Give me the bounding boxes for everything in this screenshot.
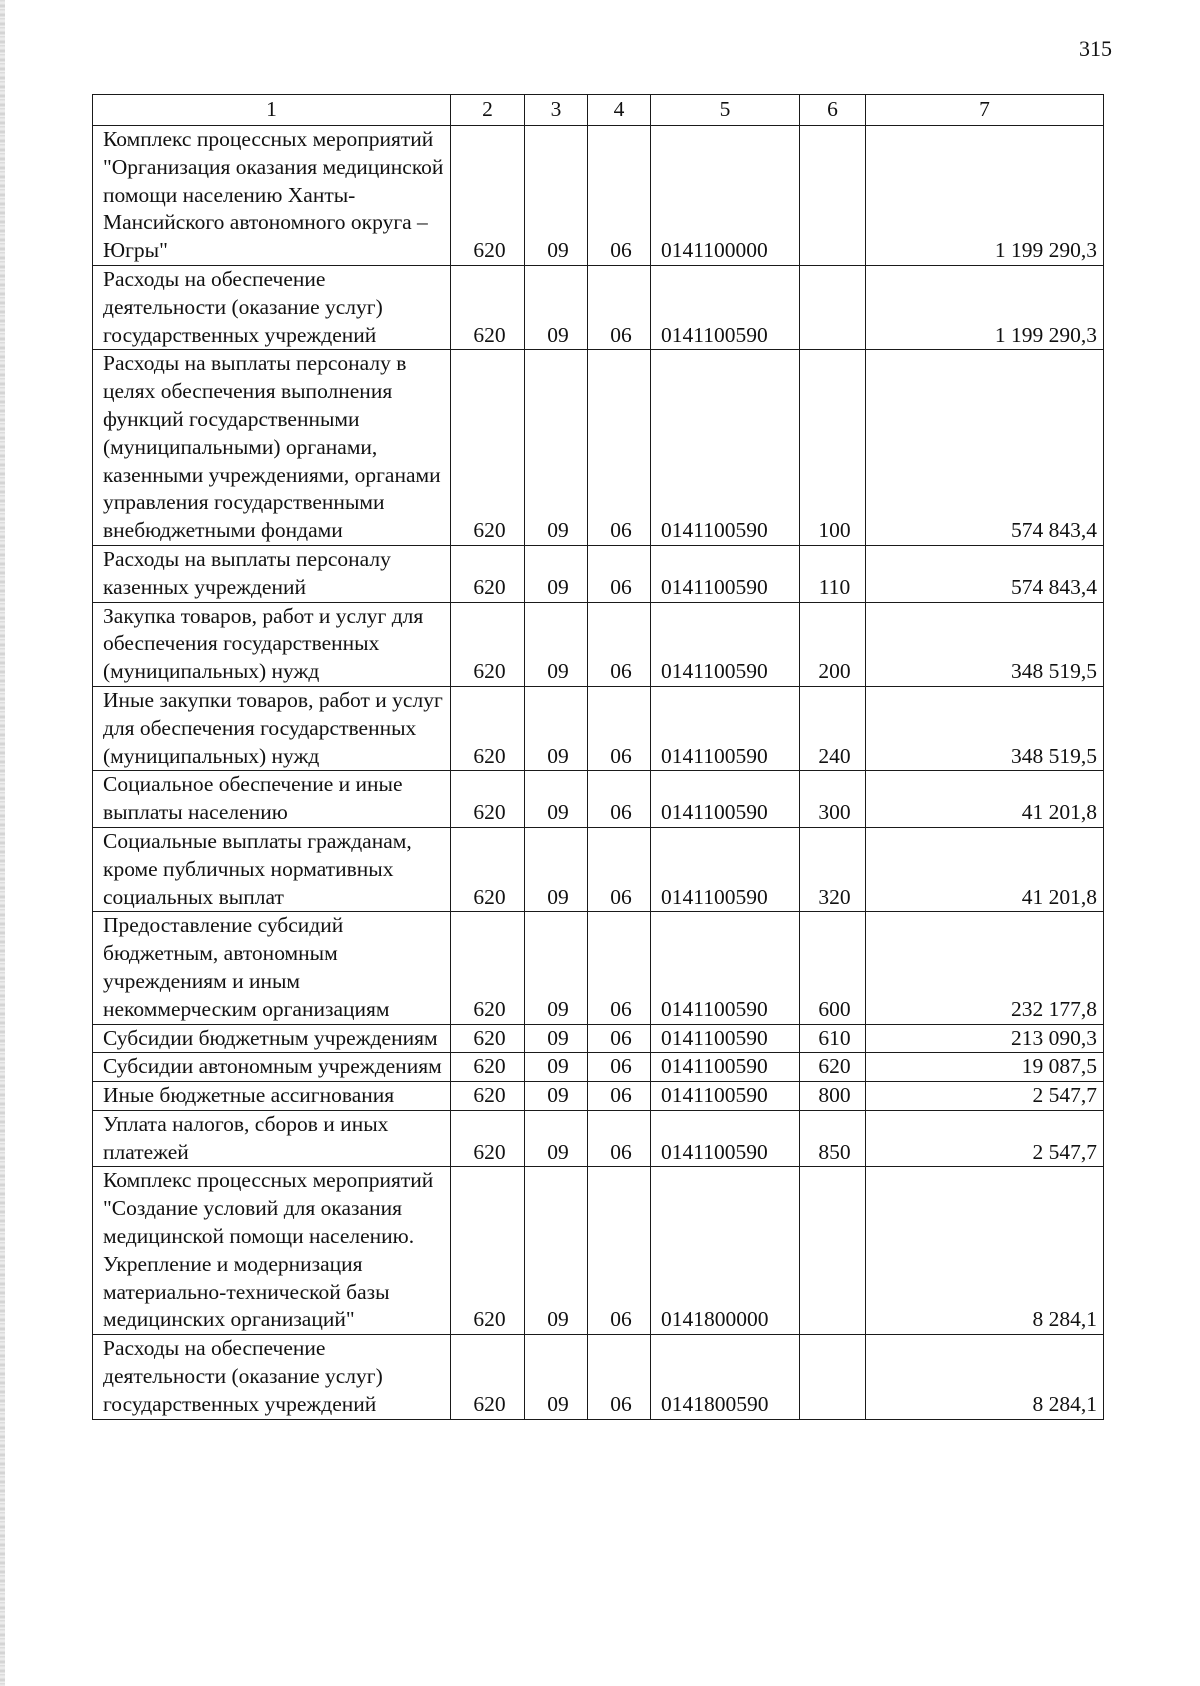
expense-name-cell: Комплекс процессных мероприятий "Создание условий для оказания медицинской помощи населению. Укрепление и модернизация материально-технической базы медицинских организаций" — [93, 1167, 451, 1335]
table-row — [93, 1335, 1104, 1419]
subsection-code-cell: 06 — [588, 350, 651, 546]
ministry-code-cell: 620 — [451, 126, 525, 266]
section-code-cell: 09 — [525, 771, 588, 828]
expense-name-cell: Закупка товаров, работ и услуг для обеспечения государственных (муниципальных) нужд — [93, 602, 451, 686]
expense-name-cell: Уплата налогов, сборов и иных платежей — [93, 1110, 451, 1167]
expense-type-cell — [800, 1335, 866, 1419]
amount-cell: 41 201,8 — [866, 827, 1104, 911]
ministry-code-cell: 620 — [451, 545, 525, 602]
amount-cell: 574 843,4 — [866, 350, 1104, 546]
page-number: 315 — [1079, 36, 1112, 61]
expense-type-cell: 800 — [800, 1082, 866, 1111]
section-code-cell: 09 — [525, 350, 588, 546]
subsection-code-cell: 06 — [588, 771, 651, 828]
table-row — [93, 1110, 1104, 1167]
section-code-cell: 09 — [525, 1024, 588, 1053]
amount-cell: 1 199 290,3 — [866, 126, 1104, 266]
expense-name-cell: Иные бюджетные ассигнования — [93, 1082, 451, 1111]
column-header-3: 3 — [525, 95, 588, 126]
section-code-cell: 09 — [525, 686, 588, 770]
expense-type-cell — [800, 265, 866, 349]
column-header-1: 1 — [93, 95, 451, 126]
subsection-code-cell: 06 — [588, 1167, 651, 1335]
expense-type-cell: 200 — [800, 602, 866, 686]
expense-name-cell: Расходы на выплаты персоналу казенных учреждений — [93, 545, 451, 602]
column-header-5: 5 — [651, 95, 800, 126]
table-row — [93, 771, 1104, 828]
expense-name-cell: Социальное обеспечение и иные выплаты населению — [93, 771, 451, 828]
budget-table — [92, 94, 1104, 1420]
subsection-code-cell: 06 — [588, 126, 651, 266]
ministry-code-cell: 620 — [451, 1110, 525, 1167]
section-code-cell: 09 — [525, 1082, 588, 1111]
subsection-code-cell: 06 — [588, 265, 651, 349]
section-code-cell: 09 — [525, 1335, 588, 1419]
ministry-code-cell: 620 — [451, 827, 525, 911]
amount-cell: 2 547,7 — [866, 1082, 1104, 1111]
target-article-cell: 0141800590 — [651, 1335, 800, 1419]
table-row — [93, 1167, 1104, 1335]
ministry-code-cell: 620 — [451, 1335, 525, 1419]
amount-cell: 232 177,8 — [866, 912, 1104, 1024]
table-row — [93, 1053, 1104, 1082]
table-row — [93, 1024, 1104, 1053]
expense-name-cell: Предоставление субсидий бюджетным, автономным учреждениям и иным некоммерческим организациям — [93, 912, 451, 1024]
section-code-cell: 09 — [525, 912, 588, 1024]
column-header-6: 6 — [800, 95, 866, 126]
target-article-cell: 0141100590 — [651, 771, 800, 828]
ministry-code-cell: 620 — [451, 602, 525, 686]
table-row — [93, 602, 1104, 686]
expense-name-cell: Расходы на обеспечение деятельности (оказание услуг) государственных учреждений — [93, 1335, 451, 1419]
ministry-code-cell: 620 — [451, 1167, 525, 1335]
subsection-code-cell: 06 — [588, 1053, 651, 1082]
subsection-code-cell: 06 — [588, 1335, 651, 1419]
target-article-cell: 0141100590 — [651, 1053, 800, 1082]
ministry-code-cell: 620 — [451, 1024, 525, 1053]
ministry-code-cell: 620 — [451, 771, 525, 828]
ministry-code-cell: 620 — [451, 912, 525, 1024]
target-article-cell: 0141100590 — [651, 827, 800, 911]
table-body — [93, 126, 1104, 1420]
section-code-cell: 09 — [525, 265, 588, 349]
amount-cell: 1 199 290,3 — [866, 265, 1104, 349]
target-article-cell: 0141100590 — [651, 545, 800, 602]
amount-cell: 8 284,1 — [866, 1335, 1104, 1419]
table-row — [93, 350, 1104, 546]
expense-type-cell — [800, 126, 866, 266]
amount-cell: 2 547,7 — [866, 1110, 1104, 1167]
expense-type-cell: 110 — [800, 545, 866, 602]
ministry-code-cell: 620 — [451, 350, 525, 546]
target-article-cell: 0141100000 — [651, 126, 800, 266]
table-row — [93, 912, 1104, 1024]
expense-type-cell: 320 — [800, 827, 866, 911]
table-row — [93, 686, 1104, 770]
amount-cell: 8 284,1 — [866, 1167, 1104, 1335]
scan-edge — [0, 0, 5, 1686]
target-article-cell: 0141800000 — [651, 1167, 800, 1335]
target-article-cell: 0141100590 — [651, 350, 800, 546]
target-article-cell: 0141100590 — [651, 912, 800, 1024]
section-code-cell: 09 — [525, 827, 588, 911]
column-header-2: 2 — [451, 95, 525, 126]
section-code-cell: 09 — [525, 1053, 588, 1082]
table-row — [93, 1082, 1104, 1111]
expense-name-cell: Комплекс процессных мероприятий "Организация оказания медицинской помощи населению Ханты-Мансийского автономного округа – Югры" — [93, 126, 451, 266]
expense-name-cell: Социальные выплаты гражданам, кроме публичных нормативных социальных выплат — [93, 827, 451, 911]
ministry-code-cell: 620 — [451, 265, 525, 349]
table-row — [93, 827, 1104, 911]
ministry-code-cell: 620 — [451, 1053, 525, 1082]
expense-type-cell — [800, 1167, 866, 1335]
expense-name-cell: Иные закупки товаров, работ и услуг для обеспечения государственных (муниципальных) нужд — [93, 686, 451, 770]
expense-type-cell: 620 — [800, 1053, 866, 1082]
expense-name-cell: Расходы на выплаты персоналу в целях обеспечения выполнения функций государственными (муниципальными) органами, казенными учреждениями, органами управления государственными внебюджетными фондами — [93, 350, 451, 546]
section-code-cell: 09 — [525, 1110, 588, 1167]
expense-type-cell: 610 — [800, 1024, 866, 1053]
target-article-cell: 0141100590 — [651, 1082, 800, 1111]
amount-cell: 213 090,3 — [866, 1024, 1104, 1053]
ministry-code-cell: 620 — [451, 1082, 525, 1111]
target-article-cell: 0141100590 — [651, 265, 800, 349]
table-row — [93, 265, 1104, 349]
expense-type-cell: 100 — [800, 350, 866, 546]
amount-cell: 348 519,5 — [866, 686, 1104, 770]
subsection-code-cell: 06 — [588, 602, 651, 686]
amount-cell: 348 519,5 — [866, 602, 1104, 686]
section-code-cell: 09 — [525, 545, 588, 602]
ministry-code-cell: 620 — [451, 686, 525, 770]
section-code-cell: 09 — [525, 602, 588, 686]
subsection-code-cell: 06 — [588, 1024, 651, 1053]
expense-name-cell: Субсидии автономным учреждениям — [93, 1053, 451, 1082]
expense-name-cell: Субсидии бюджетным учреждениям — [93, 1024, 451, 1053]
amount-cell: 19 087,5 — [866, 1053, 1104, 1082]
section-code-cell: 09 — [525, 126, 588, 266]
subsection-code-cell: 06 — [588, 827, 651, 911]
target-article-cell: 0141100590 — [651, 686, 800, 770]
target-article-cell: 0141100590 — [651, 1024, 800, 1053]
subsection-code-cell: 06 — [588, 545, 651, 602]
table-row — [93, 545, 1104, 602]
section-code-cell: 09 — [525, 1167, 588, 1335]
expense-name-cell: Расходы на обеспечение деятельности (оказание услуг) государственных учреждений — [93, 265, 451, 349]
target-article-cell: 0141100590 — [651, 602, 800, 686]
expense-type-cell: 240 — [800, 686, 866, 770]
column-header-7: 7 — [866, 95, 1104, 126]
expense-type-cell: 600 — [800, 912, 866, 1024]
amount-cell: 41 201,8 — [866, 771, 1104, 828]
table-row — [93, 126, 1104, 266]
column-header-4: 4 — [588, 95, 651, 126]
subsection-code-cell: 06 — [588, 686, 651, 770]
header-row — [93, 95, 1104, 126]
subsection-code-cell: 06 — [588, 1110, 651, 1167]
expense-type-cell: 300 — [800, 771, 866, 828]
subsection-code-cell: 06 — [588, 1082, 651, 1111]
amount-cell: 574 843,4 — [866, 545, 1104, 602]
subsection-code-cell: 06 — [588, 912, 651, 1024]
expense-type-cell: 850 — [800, 1110, 866, 1167]
target-article-cell: 0141100590 — [651, 1110, 800, 1167]
